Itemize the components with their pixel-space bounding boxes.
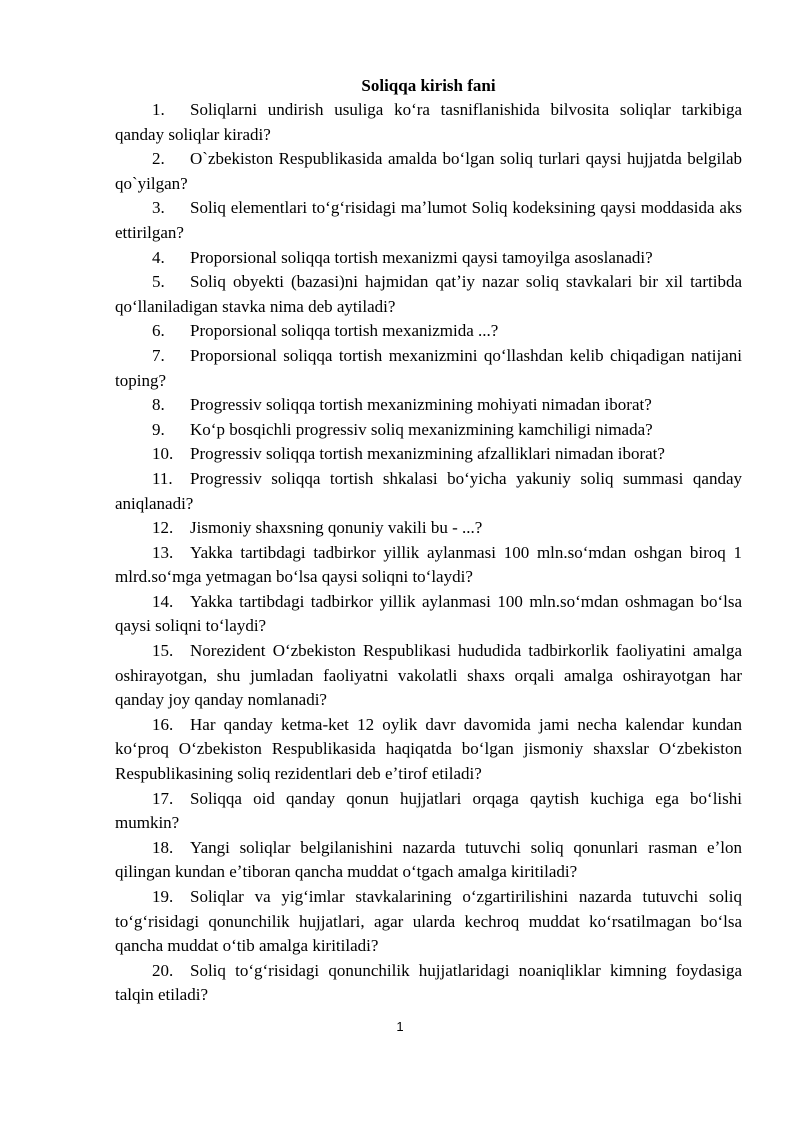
question-number: 19.	[152, 887, 174, 906]
question-item	[115, 270, 742, 319]
question-number: 2.	[152, 149, 165, 169]
question-text: Koʻp bosqichli progressiv soliq mexanizmining kamchiligi nimada?	[190, 419, 653, 439]
question-text: Yakka tartibdagi tadbirkor yillik aylanmasi 100 mln.soʻmdan oshgan biroq 1 mlrd.soʻmga yetmagan boʻlsa qaysi soliqni toʻlaydi?	[115, 542, 742, 587]
document-title: Soliqqa kirish fani	[361, 76, 496, 95]
question-item	[115, 344, 742, 393]
question-item	[115, 787, 742, 836]
question-item	[115, 959, 742, 1008]
question-item	[115, 147, 742, 196]
question-text: Proporsional soliqqa tortish mexanizmini qoʻllashdan kelib chiqadigan natijani toping?	[115, 345, 742, 390]
question-text: Progressiv soliqqa tortish shkalasi boʻyicha yakuniy soliq summasi qanday aniqlanadi?	[115, 468, 742, 513]
question-number: 16.	[152, 714, 174, 734]
question-item	[115, 418, 742, 443]
question-number: 15.	[152, 641, 174, 661]
question-text: Progressiv soliqqa tortish mexanizmining mohiyati nimadan iborat?	[190, 395, 652, 415]
question-text: Soliqqa oid qanday qonun hujjatlari orqaga qaytish kuchiga ega boʻlishi mumkin?	[115, 788, 742, 833]
question-item	[115, 196, 742, 245]
question-number: 17.	[152, 788, 174, 808]
document-page	[115, 74, 742, 1008]
question-text: Yakka tartibdagi tadbirkor yillik aylanmasi 100 mln.soʻmdan oshmagan boʻlsa qaysi soliqni toʻlaydi?	[115, 591, 742, 636]
question-item	[115, 713, 742, 787]
question-number: 8.	[152, 395, 165, 415]
question-item	[115, 442, 742, 467]
question-text: Jismoniy shaxsning qonuniy vakili bu - ...?	[190, 518, 483, 538]
question-item	[115, 516, 742, 541]
question-number: 10.	[152, 444, 174, 464]
question-item	[115, 639, 742, 713]
question-item	[115, 98, 742, 147]
question-text: O`zbekiston Respublikasida amalda boʻlgan soliq turlari qaysi hujjatda belgilab qo`yilgan?	[115, 149, 742, 193]
page-number: 1	[396, 1019, 404, 1034]
question-number: 14.	[152, 591, 174, 611]
question-item	[115, 467, 742, 516]
question-text: Proporsional soliqqa tortish mexanizmida ...?	[190, 321, 499, 341]
question-number: 5.	[152, 272, 165, 292]
question-item	[115, 836, 742, 885]
question-number: 12.	[152, 518, 174, 538]
question-item	[115, 393, 742, 418]
question-text: Proporsional soliqqa tortish mexanizmi qaysi tamoyilga asoslanadi?	[190, 247, 653, 267]
question-text: Yangi soliqlar belgilanishini nazarda tutuvchi soliq qonunlari rasman eʼlon qilingan kundan eʼtiboran qancha muddat oʻtgach amalga kiritiladi?	[115, 837, 742, 882]
question-number: 1.	[152, 100, 165, 119]
question-text: Norezident Oʻzbekiston Respublikasi hududida tadbirkorlik faoliyatini amalga oshirayotgan, shu jumladan faoliyatni vakolatli shaxs orqali amalga oshirayotgan har qanday joy qanday nomlanadi?	[115, 641, 742, 710]
question-item	[115, 590, 742, 639]
question-item	[115, 885, 742, 959]
question-item	[115, 246, 742, 271]
question-text: Soliqlar va yigʻimlar stavkalarining oʻzgartirilishini nazarda tutuvchi soliq toʻgʻrisidagi qonunchilik hujjatlari, agar ularda kechroq muddat koʻrsatilmagan boʻlsa qancha muddat oʻtib amalga kiritiladi?	[115, 887, 742, 956]
question-text: Progressiv soliqqa tortish mexanizmining afzalliklari nimadan iborat?	[190, 444, 665, 464]
question-number: 11.	[152, 468, 173, 488]
question-item	[115, 541, 742, 590]
question-number: 7.	[152, 345, 165, 365]
question-number: 18.	[152, 837, 174, 857]
question-text: Har qanday ketma-ket 12 oylik davr davomida jami necha kalendar kundan koʻproq Oʻzbekiston Respublikasida haqiqatda boʻlgan jismoniy shaxslar Oʻzbekiston Respublikasining soliq rezidentlari deb eʼtirof etiladi?	[115, 714, 742, 784]
question-text: Soliq elementlari toʻgʻrisidagi maʼlumot Soliq kodeksining qaysi moddasida aks ettirilgan?	[115, 198, 742, 242]
question-number: 9.	[152, 419, 165, 439]
question-text: Soliq toʻgʻrisidagi qonunchilik hujjatlaridagi noaniqliklar kimning foydasiga talqin etiladi?	[115, 960, 742, 1005]
question-number: 13.	[152, 542, 174, 562]
question-list	[115, 98, 742, 1008]
question-text: Soliq obyekti (bazasi)ni hajmidan qatʼiy nazar soliq stavkalari bir xil tartibda qoʻllaniladigan stavka nima deb aytiladi?	[115, 272, 742, 316]
question-number: 6.	[152, 321, 165, 341]
question-item	[115, 319, 742, 344]
question-number: 4.	[152, 247, 165, 267]
question-number: 20.	[152, 960, 174, 980]
question-number: 3.	[152, 198, 165, 218]
question-text: Soliqlarni undirish usuliga koʻra tasniflanishida bilvosita soliqlar tarkibiga qanday soliqlar kiradi?	[115, 100, 742, 144]
